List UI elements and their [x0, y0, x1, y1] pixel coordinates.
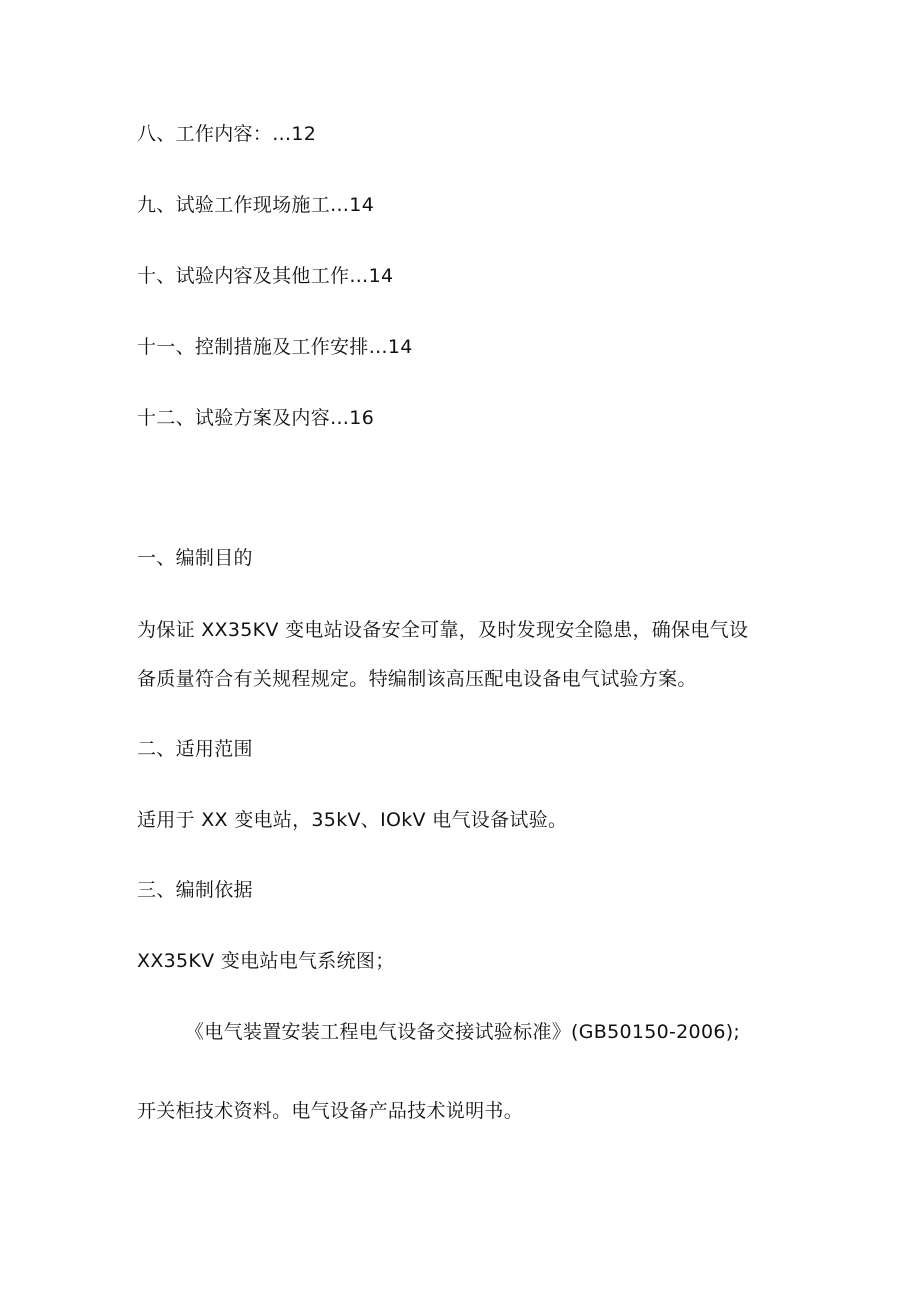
section-heading-purpose: 一、编制目的 — [137, 547, 253, 569]
section-heading-scope: 二、适用范围 — [137, 738, 253, 760]
toc-item-11: 十一、控制措施及工作安排…14 — [137, 336, 413, 358]
toc-item-9: 九、试验工作现场施工…14 — [137, 194, 375, 216]
toc-item-12: 十二、试验方案及内容…16 — [137, 407, 375, 429]
basis-item-1: XX35KV 变电站电气系统图； — [137, 950, 395, 972]
basis-item-2: 《电气装置安装工程电气设备交接试验标准》(GB50150-2006); — [185, 1021, 741, 1043]
purpose-paragraph-line-1: 为保证 XX35KV 变电站设备安全可靠，及时发现安全隐患，确保电气设 — [137, 619, 749, 641]
purpose-paragraph-line-2: 备质量符合有关规程规定。特编制该高压配电设备电气试验方案。 — [137, 668, 697, 690]
section-heading-basis: 三、编制依据 — [137, 879, 253, 901]
toc-item-10: 十、试验内容及其他工作…14 — [137, 265, 394, 287]
toc-item-8: 八、工作内容：…12 — [137, 123, 317, 145]
scope-paragraph: 适用于 XX 变电站，35kV、IOkV 电气设备试验。 — [137, 809, 568, 831]
basis-item-3: 开关柜技术资料。电气设备产品技术说明书。 — [137, 1100, 524, 1122]
